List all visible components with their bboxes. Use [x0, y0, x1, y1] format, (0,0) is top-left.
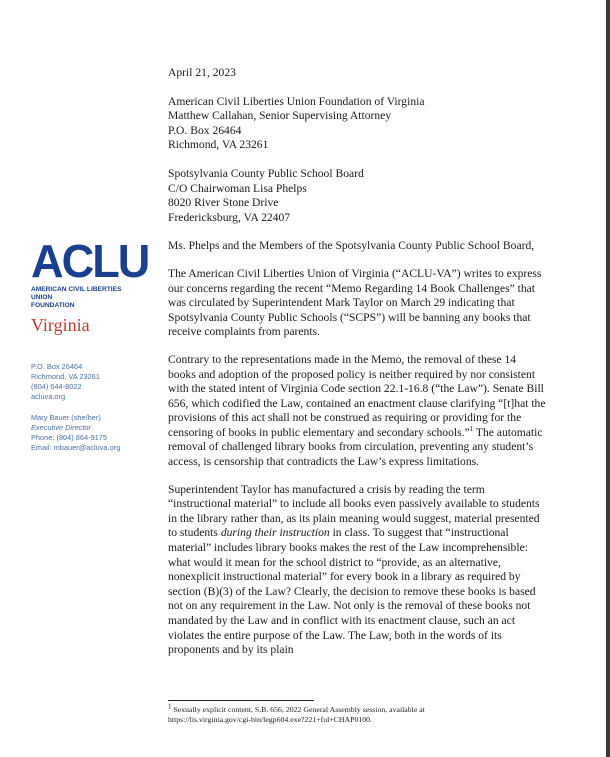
- staff-phone: Phone: (804) 864-9175: [31, 433, 108, 442]
- org-name-line1: AMERICAN CIVIL LIBERTIES UNION: [31, 286, 122, 301]
- address-city: Richmond, VA 23261: [31, 372, 100, 381]
- footnote-url[interactable]: https://lis.virginia.gov/cgi-bin/legp604.exe?221+ful+CHAP0100.: [168, 715, 372, 724]
- paragraph-3-text-a: Superintendent Taylor has manufactured a crisis by reading the term “instructional material” to include all books even passively available to students in the library rather than, as its plain meaning would suggest, material presented to students: [168, 482, 540, 540]
- staff-email[interactable]: Email: mbauer@acluva.org: [31, 443, 121, 452]
- footnote-marker: 1: [168, 702, 172, 711]
- footnote: [168, 702, 548, 725]
- footnote-line-1: [168, 702, 548, 715]
- recipient-address: [168, 167, 546, 225]
- recipient-line-4: Fredericksburg, VA 22407: [168, 210, 291, 224]
- salutation: Ms. Phelps and the Members of the Spotsylvania County Public School Board,: [168, 239, 535, 253]
- recipient-line-2: C/O Chairwoman Lisa Phelps: [168, 181, 307, 195]
- letterhead-sidebar: [31, 235, 161, 453]
- sender-line-2: Matthew Callahan, Senior Supervising Attorney: [168, 109, 392, 123]
- address-po-box: P.O. Box 26464: [31, 362, 83, 371]
- letter-body: [168, 66, 546, 671]
- paragraph-3-emphasis: during their instruction: [220, 526, 330, 540]
- sender-line-3: P.O. Box 26464: [168, 123, 242, 137]
- paragraph-2: [168, 353, 546, 470]
- address-phone: (804) 644-8022: [31, 382, 82, 391]
- state-name: Virginia: [31, 315, 90, 335]
- letter-date: April 21, 2023: [168, 66, 236, 79]
- paragraph-2-text-a: Contrary to the representations made in the Memo, the removal of these 14 books and adoption of the proposed policy is neither required by nor consistent with the stated intent of Virginia Code section 22.1-16.8 (“the Law”). Senate Bill 656, which codified the Law, contained an enactment clause clarifying “[t]hat the provisions of this act shall not be construed as requiring or providing for the censoring of books in public elementary and secondary schools.”: [168, 352, 546, 439]
- footnote-divider: [168, 700, 314, 701]
- recipient-line-1: Spotsylvania County Public School Board: [168, 166, 364, 180]
- sender-line-4: Richmond, VA 23261: [168, 138, 269, 152]
- address-website[interactable]: acluva.org: [31, 392, 66, 401]
- office-address: [31, 362, 161, 402]
- recipient-line-3: 8020 River Stone Drive: [168, 196, 279, 210]
- footnote-text: Sexually explicit content, S.B. 656, 2022 General Assembly session, available at: [171, 705, 425, 714]
- org-name-line2: FOUNDATION: [31, 302, 75, 309]
- paragraph-2-text-b: The automatic removal of challenged library books from circulation, preventing any student’s access, is censorship that contradicts the Law’s express limitations.: [168, 425, 543, 469]
- staff-name: Mary Bauer (she/her): [31, 413, 101, 422]
- page-edge: [606, 0, 610, 757]
- organization-name: [31, 286, 143, 310]
- staff-contact: [31, 413, 161, 453]
- paragraph-3-text-b: in class. To suggest that “instructional material” includes library books makes the rest of the Law incomprehensible: what would it mean for the school district to “provide, as an alternative, nonexplicit instructional material” for every book in a library as required by section (B)(3) of the Law? Clearly, the decision to remove these books is based not on any requirement in the Law. Not only is the removal of these books not mandated by the Law and in conflict with its enactment clause, such an act violates the entire purpose of the Law. The Law, both in the words of its proponents and by its plain: [168, 526, 536, 657]
- sender-address: [168, 95, 546, 153]
- sender-line-1: American Civil Liberties Union Foundation of Virginia: [168, 94, 425, 108]
- paragraph-1: The American Civil Liberties Union of Virginia (“ACLU-VA”) writes to express our concerns regarding the recent “Memo Regarding 14 Book Challenges” that was circulated by Superintendent Mark Taylor on March 29 indicating that Spotsylvania County Public Schools (“SCPS”) will be banning any books that receive complaints from parents.: [168, 266, 542, 339]
- footnote-ref[interactable]: 1: [469, 425, 474, 434]
- paragraph-3: [168, 483, 546, 658]
- staff-title: Executive Director: [31, 423, 91, 432]
- aclu-logo: ACLU: [31, 235, 149, 287]
